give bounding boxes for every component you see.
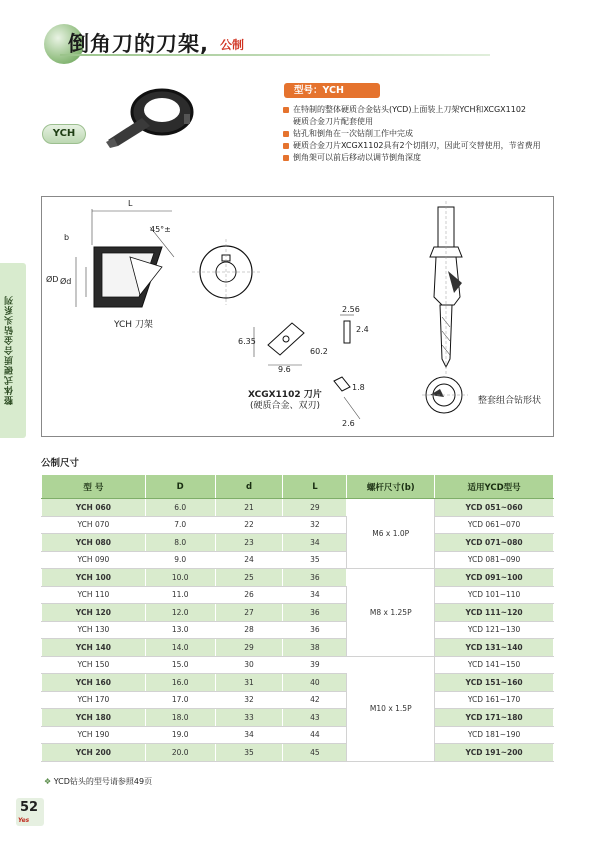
cell-bolt: M10 x 1.5P: [347, 656, 435, 761]
cell-L: 40: [283, 674, 347, 692]
cell-D: 12.0: [145, 604, 215, 622]
spec-table: [41, 474, 554, 762]
cell-d: 28: [215, 621, 283, 639]
cell-L: 34: [283, 586, 347, 604]
cell-L: 29: [283, 499, 347, 517]
cell-ycd: YCD 081~090: [435, 551, 554, 569]
cell-D: 8.0: [145, 534, 215, 552]
cell-ycd: YCD 181~190: [435, 726, 554, 744]
page-title: 倒角刀的刀架,: [68, 32, 209, 56]
cell-d: 35: [215, 744, 283, 762]
cell-model: YCH 160: [42, 674, 146, 692]
cell-d: 29: [215, 639, 283, 657]
col-header-d: d: [215, 475, 283, 499]
dim-radius: 1.8: [352, 383, 365, 392]
cell-model: YCH 150: [42, 656, 146, 674]
cell-d: 25: [215, 569, 283, 587]
cell-ycd: YCD 191~200: [435, 744, 554, 762]
dim-angle-2: 60.2: [310, 347, 328, 356]
cell-model: YCH 070: [42, 516, 146, 534]
table-row: [42, 569, 554, 587]
cell-L: 42: [283, 691, 347, 709]
cell-d: 33: [215, 709, 283, 727]
cell-D: 7.0: [145, 516, 215, 534]
cell-L: 39: [283, 656, 347, 674]
cell-D: 19.0: [145, 726, 215, 744]
feature-item: 钻孔和倒角在一次钻削工作中完成: [283, 128, 573, 140]
table-row: [42, 709, 554, 727]
cell-L: 43: [283, 709, 347, 727]
cell-L: 34: [283, 534, 347, 552]
cell-L: 44: [283, 726, 347, 744]
cell-L: 45: [283, 744, 347, 762]
cell-ycd: YCD 131~140: [435, 639, 554, 657]
cell-D: 13.0: [145, 621, 215, 639]
cell-D: 20.0: [145, 744, 215, 762]
dim-D: ØD: [46, 275, 59, 284]
cell-model: YCH 120: [42, 604, 146, 622]
dim-width-3: 9.6: [278, 365, 291, 374]
dim-d: Ød: [60, 277, 72, 286]
table-row: [42, 534, 554, 552]
cell-ycd: YCD 121~130: [435, 621, 554, 639]
dim-thickness-2: 2.6: [342, 419, 355, 428]
cell-ycd: YCD 111~120: [435, 604, 554, 622]
insert-caption-sub: (硬质合金、双刃): [250, 401, 321, 411]
cell-D: 17.0: [145, 691, 215, 709]
table-row: [42, 621, 554, 639]
cell-d: 22: [215, 516, 283, 534]
table-row: [42, 674, 554, 692]
cell-d: 23: [215, 534, 283, 552]
product-photo: [100, 84, 212, 156]
table-row: [42, 744, 554, 762]
diamond-icon: ❖: [44, 777, 52, 786]
cell-model: YCH 130: [42, 621, 146, 639]
bullet-icon: [283, 155, 289, 161]
cell-L: 36: [283, 621, 347, 639]
cell-ycd: YCD 161~170: [435, 691, 554, 709]
table-row: [42, 516, 554, 534]
model-tag: 型号：YCH: [284, 83, 380, 98]
cell-ycd: YCD 061~070: [435, 516, 554, 534]
cell-L: 36: [283, 604, 347, 622]
product-badge: YCH: [42, 124, 86, 144]
dim-b: b: [64, 233, 70, 242]
cell-model: YCH 110: [42, 586, 146, 604]
cell-model: YCH 100: [42, 569, 146, 587]
table-row: [42, 586, 554, 604]
cell-L: 38: [283, 639, 347, 657]
cell-bolt: M8 x 1.25P: [347, 569, 435, 657]
bullet-icon: [283, 131, 289, 137]
dim-thickness: 2.4: [356, 325, 369, 334]
cell-D: 6.0: [145, 499, 215, 517]
cell-d: 32: [215, 691, 283, 709]
cell-bolt: M6 x 1.0P: [347, 499, 435, 569]
dim-l: L: [128, 199, 133, 208]
dim-width-2: 6.35: [238, 337, 256, 346]
technical-drawing: [41, 196, 554, 437]
feature-item: 在特制的整体硬质合金钻头(YCD)上面装上刀架YCH和XCGX1102: [283, 104, 573, 116]
bullet-icon: [283, 143, 289, 149]
cell-D: 14.0: [145, 639, 215, 657]
cell-model: YCH 200: [42, 744, 146, 762]
cell-d: 21: [215, 499, 283, 517]
cell-ycd: YCD 101~110: [435, 586, 554, 604]
cell-D: 10.0: [145, 569, 215, 587]
col-header-D: D: [145, 475, 215, 499]
cell-d: 27: [215, 604, 283, 622]
section-title: 公制尺寸: [41, 458, 80, 469]
cell-model: YCH 170: [42, 691, 146, 709]
cell-ycd: YCD 151~160: [435, 674, 554, 692]
cell-model: YCH 140: [42, 639, 146, 657]
cell-model: YCH 180: [42, 709, 146, 727]
cell-ycd: YCD 051~060: [435, 499, 554, 517]
feature-item: 倒角架可以前后移动以调节倒角深度: [283, 152, 573, 164]
cell-d: 34: [215, 726, 283, 744]
page-subtitle: 公制: [220, 38, 245, 52]
brand-logo: Yes: [18, 817, 30, 824]
table-row: [42, 499, 554, 517]
cell-D: 11.0: [145, 586, 215, 604]
holder-caption: YCH 刀架: [114, 320, 153, 330]
col-header-ycd: 适用YCD型号: [435, 475, 554, 499]
cell-L: 36: [283, 569, 347, 587]
table-row: [42, 691, 554, 709]
cell-D: 16.0: [145, 674, 215, 692]
assembly-caption: 整套组合钻形状: [478, 396, 542, 406]
cell-model: YCH 060: [42, 499, 146, 517]
table-row: [42, 604, 554, 622]
cell-d: 31: [215, 674, 283, 692]
col-header-L: L: [283, 475, 347, 499]
dim-angle: 45°±: [150, 225, 171, 234]
feature-list: [283, 104, 573, 164]
table-row: [42, 656, 554, 674]
cell-d: 30: [215, 656, 283, 674]
bullet-icon: [283, 107, 289, 113]
cell-ycd: YCD 171~180: [435, 709, 554, 727]
cell-ycd: YCD 141~150: [435, 656, 554, 674]
cell-D: 9.0: [145, 551, 215, 569]
dim-width-1: 2.56: [342, 305, 360, 314]
insert-caption: XCGX1102 刀片: [248, 390, 322, 400]
table-row: [42, 551, 554, 569]
cell-model: YCH 080: [42, 534, 146, 552]
page-header: [0, 0, 596, 70]
side-tab-label: 整体式硬质合金钻头系列: [5, 295, 15, 405]
col-header-bolt: 螺杆尺寸(b): [347, 475, 435, 499]
cell-d: 26: [215, 586, 283, 604]
feature-item: 硬质合金刀片配套使用: [293, 117, 373, 126]
cell-model: YCH 190: [42, 726, 146, 744]
page-number: 52: [20, 800, 39, 815]
cell-D: 18.0: [145, 709, 215, 727]
cell-d: 24: [215, 551, 283, 569]
cell-L: 32: [283, 516, 347, 534]
cell-L: 35: [283, 551, 347, 569]
cell-D: 15.0: [145, 656, 215, 674]
table-row: [42, 639, 554, 657]
table-row: [42, 726, 554, 744]
footnote: ❖ YCD钻头的型号请参照49页: [44, 777, 153, 786]
col-header-model: 型 号: [42, 475, 146, 499]
cell-ycd: YCD 071~080: [435, 534, 554, 552]
feature-item: 硬质合金刀片XCGX1102具有2个切削刃，因此可交替使用，节省费用: [283, 140, 573, 152]
table-header-row: [42, 475, 554, 499]
cell-model: YCH 090: [42, 551, 146, 569]
cell-ycd: YCD 091~100: [435, 569, 554, 587]
